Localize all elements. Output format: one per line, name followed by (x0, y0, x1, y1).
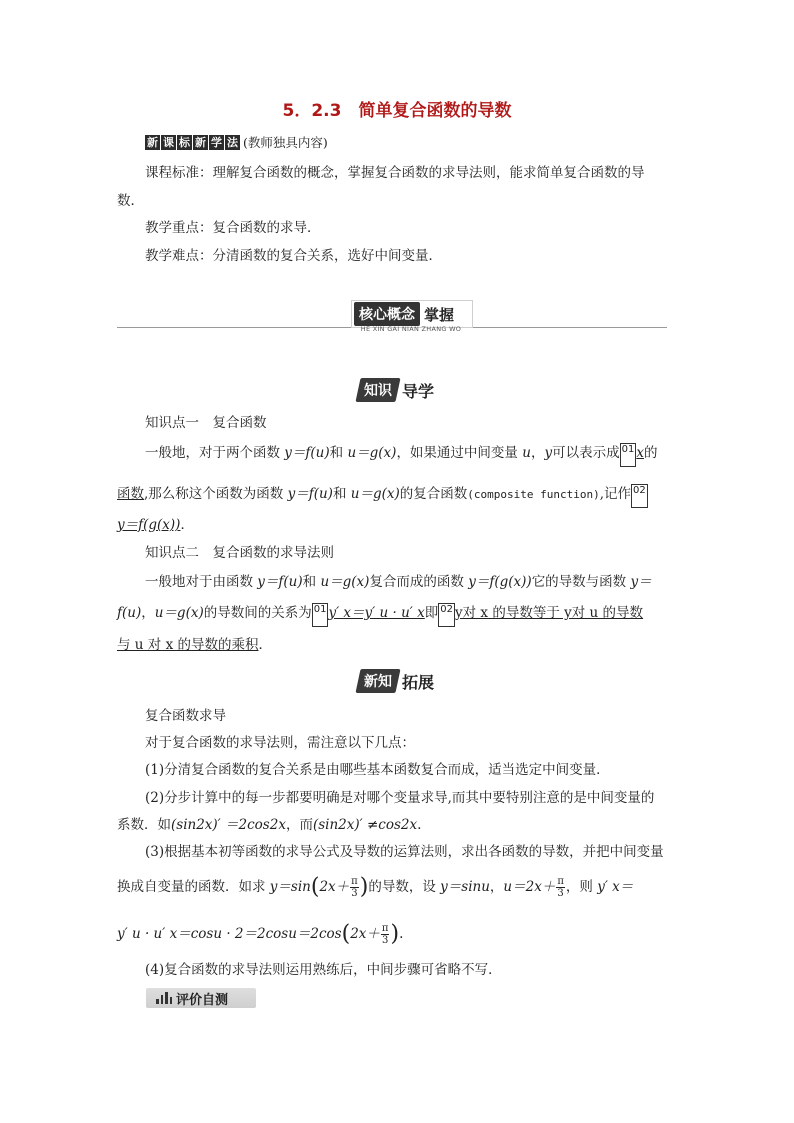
formula: y＝f(u) (287, 486, 333, 502)
blank-answer: x (636, 445, 644, 461)
formula: u＝g(x) (154, 605, 204, 621)
tag-char: 新 (147, 135, 158, 149)
formula: y＝ (630, 574, 652, 590)
page-title: 5．2.3 简单复合函数的导数 (282, 101, 512, 121)
blank-answer: y＝f(g(x)) (117, 517, 181, 533)
paren: ( (310, 874, 320, 900)
section-knowledge-guide (358, 379, 434, 401)
tag-note: (教师独具内容) (243, 135, 328, 150)
text: 和 (329, 445, 348, 461)
ext-item-1: (1)分清复合函数的复合关系是由哪些基本函数复合而成，适当选定中间变量． (145, 762, 610, 778)
tag-char: 课 (163, 135, 174, 149)
formula: 2x＋ (319, 879, 350, 895)
fraction-pi-over-3 (556, 876, 565, 899)
k2-heading: 知识点二 复合函数的求导法则 (145, 545, 334, 561)
text: 它的导数与函数 (531, 574, 631, 590)
tag-chars (145, 135, 241, 150)
variable: y (544, 445, 553, 461)
k1-heading: 知识点一 复合函数 (145, 415, 267, 431)
blank-badge-02: 02 (631, 484, 648, 508)
tag-char: 新 (195, 135, 206, 149)
blank-answer: y′ x＝y′ u · u′ x (328, 605, 425, 621)
k2-para-line1 (145, 572, 652, 592)
text: ，则 (565, 879, 598, 895)
text: 换成自变量的函数．如求 (117, 879, 270, 895)
banner-pinyin: HE XIN GAI NIAN ZHANG WO (360, 325, 462, 333)
formula: (sin2x)′ ≠cos2x (312, 817, 418, 833)
text: ， (141, 605, 155, 621)
text: ． (180, 517, 194, 533)
section-dark-text: 知识 (364, 383, 392, 399)
text: ． (258, 637, 272, 653)
text: 的导数间的关系为 (203, 605, 312, 621)
text: 的 (643, 445, 658, 461)
text: 和 (302, 574, 321, 590)
formula: y′ u · u′ x＝cosu · 2＝2cosu＝2cos (117, 926, 342, 942)
banner-box (351, 300, 473, 328)
blank-answer: y对 x 的导数等于 y对 u 的导数 (455, 605, 644, 621)
text: ，而 (285, 817, 313, 833)
k2-para-line3 (117, 635, 272, 655)
formula: f(u) (117, 605, 142, 621)
english-term: (composite function) (467, 488, 600, 501)
tag-char: 学 (211, 135, 222, 149)
blank-answer: 与 u 对 x 的导数的乘积 (117, 637, 259, 653)
self-evaluation-label: 评价自测 (176, 992, 229, 1008)
section-light-label: 拓展 (402, 672, 435, 692)
fraction-numerator: π (557, 876, 564, 887)
banner-dark-label: 核心概念 (354, 302, 420, 326)
teaching-difficulty: 教学难点：分清函数的复合关系，选好中间变量． (145, 248, 442, 264)
formula: y＝f(g(x)) (468, 574, 532, 590)
formula: y′ x＝ (597, 879, 634, 895)
ext-item-2-line1: (2)分步计算中的每一步都要明确是对哪个变量求导,而其中要特别注意的是中间变量的 (145, 790, 655, 806)
text: ,记作 (599, 486, 631, 502)
text: . (399, 926, 404, 942)
k1-para-line1 (145, 443, 657, 467)
formula: (sin2x)′ ＝2cos2x (171, 817, 286, 833)
formula: y＝f(u) (257, 574, 303, 590)
self-evaluation-badge (146, 988, 256, 1008)
formula: y＝sin (269, 879, 311, 895)
tag-char: 法 (227, 135, 238, 149)
banner-light-label: 掌握 (424, 305, 455, 324)
text: 可以表示成 (552, 445, 620, 461)
ext-item-2-line2 (117, 815, 421, 835)
k1-para-line2 (117, 484, 648, 508)
fraction-numerator: π (351, 876, 358, 887)
section-light-label: 导学 (402, 381, 435, 401)
ext-item-3-line2 (117, 872, 633, 902)
formula: y＝f(u) (284, 445, 330, 461)
ext-item-4: (4)复合函数的求导法则运用熟练后，中间步骤可省略不写． (145, 962, 502, 978)
fraction-pi-over-3 (381, 923, 390, 946)
paren: ) (390, 921, 400, 947)
fraction-denominator: 3 (351, 888, 358, 899)
section-new-knowledge-extension (358, 670, 434, 692)
fraction-pi-over-3 (350, 876, 359, 899)
teaching-key-point: 教学重点：复合函数的求导． (145, 220, 321, 236)
variable: u (522, 445, 531, 461)
course-tag (145, 133, 328, 151)
text: 系数．如 (117, 817, 171, 833)
ext-heading: 复合函数求导 (145, 708, 226, 724)
blank-badge-01: 01 (620, 443, 637, 467)
formula: u＝g(x) (350, 486, 400, 502)
tag-char: 标 (179, 135, 190, 149)
section-dark-label (355, 669, 400, 693)
formula: u＝g(x) (347, 445, 397, 461)
formula: 2x＋ (350, 926, 380, 942)
text: 一般地对于由函数 (145, 574, 258, 590)
blank-badge-02: 02 (438, 603, 455, 627)
curriculum-standard-line1: 课程标准：理解复合函数的概念，掌握复合函数的求导法则，能求简单复合函数的导 (145, 165, 645, 181)
text: ，如果通过中间变量 (396, 445, 523, 461)
ext-item-3-line1: (3)根据基本初等函数的求导公式及导数的运算法则，求出各函数的导数，并把中间变量 (145, 844, 664, 860)
formula: y＝sinu (440, 879, 490, 895)
section-dark-text: 新知 (364, 674, 392, 690)
fraction-denominator: 3 (557, 888, 564, 899)
k2-para-line2 (117, 603, 643, 627)
curriculum-standard-line2: 数． (117, 193, 144, 209)
blank-answer: 函数 (117, 486, 144, 502)
text: 即 (424, 605, 439, 621)
text: . (417, 817, 422, 833)
text: 一般地，对于两个函数 (145, 445, 285, 461)
bar-chart-icon (156, 992, 172, 1004)
paren: ( (341, 921, 351, 947)
section-dark-label (355, 378, 400, 402)
formula: u＝g(x) (320, 574, 370, 590)
text: ,那么称这个函数为函数 (144, 486, 288, 502)
formula: u＝2x＋ (503, 879, 556, 895)
blank-badge-01: 01 (312, 603, 329, 627)
text: 的复合函数 (399, 486, 468, 502)
core-concept-banner (117, 300, 667, 333)
text: 的导数，设 (368, 879, 441, 895)
fraction-denominator: 3 (382, 935, 389, 946)
text: ， (530, 445, 545, 461)
text: 和 (332, 486, 351, 502)
k1-para-line3 (117, 515, 194, 535)
paren: ) (359, 874, 369, 900)
text: ， (489, 879, 504, 895)
text: 复合而成的函数 (369, 574, 469, 590)
ext-intro: 对于复合函数的求导法则，需注意以下几点： (145, 735, 415, 751)
ext-item-3-line3 (117, 919, 403, 949)
fraction-numerator: π (381, 923, 389, 934)
